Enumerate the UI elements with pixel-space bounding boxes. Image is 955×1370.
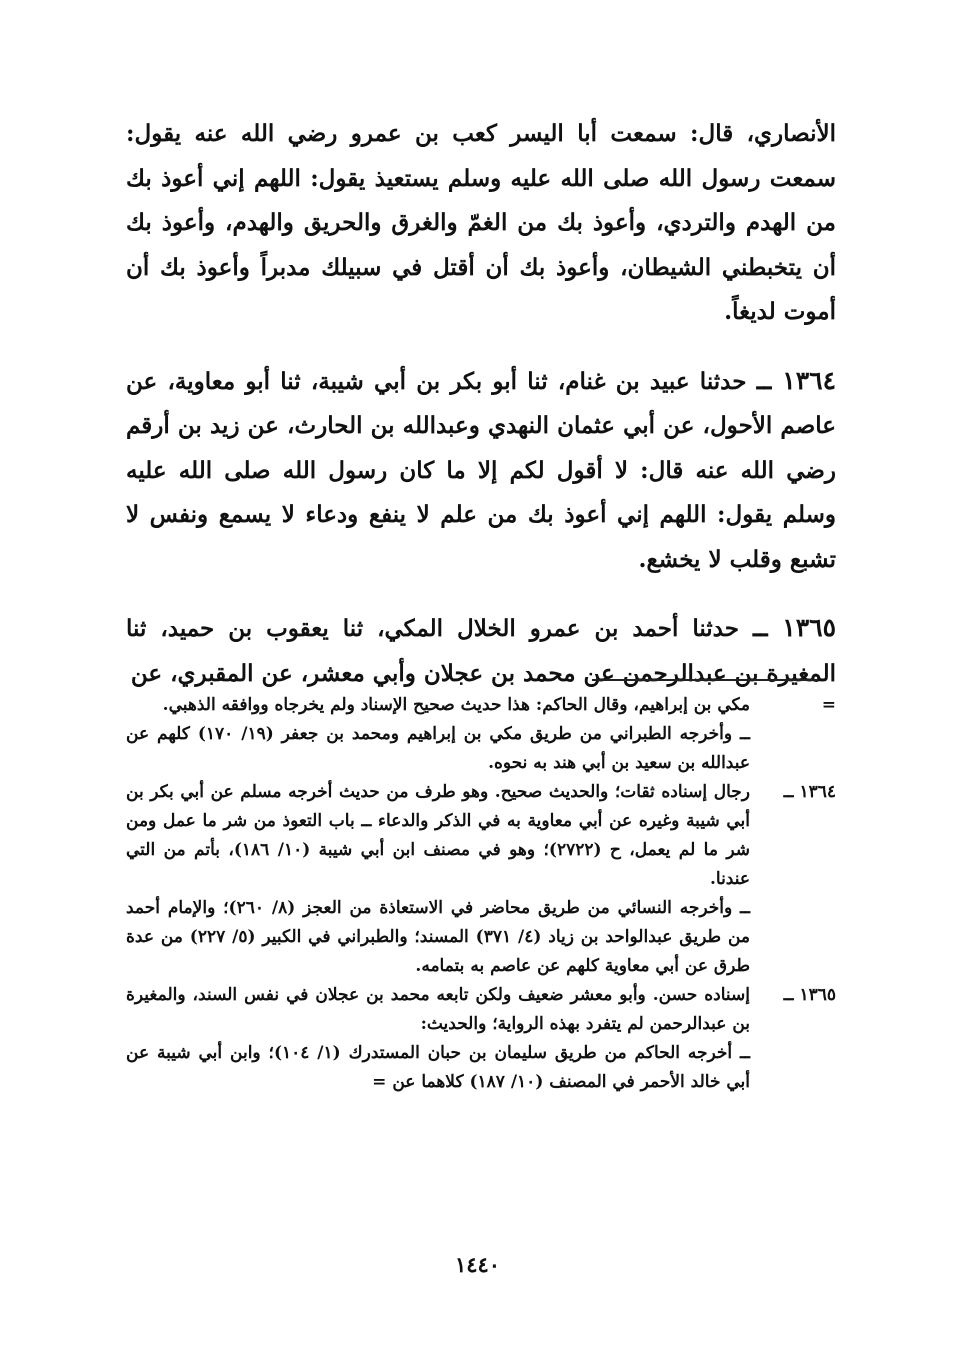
footnote-paragraph: إسناده حسن. وأبو معشر ضعيف ولكن تابعه محمد بن عجلان في نفس السند، والمغيرة بن عبدالرحمن لم يتفرد بهذه الرواية؛ والحديث:	[126, 985, 750, 1034]
hadith-text: حدثنا عبيد بن غنام، ثنا أبو بكر بن أبي شيبة، ثنا أبو معاوية، عن عاصم الأحول، عن أبي عثمان النهدي وعبدالله بن الحارث، عن زيد بن أرقم رضي الله عنه قال: لا أقول لكم إلا ما كان رسول الله صلى الله عليه وسلم يقول: اللهم إني أعوذ بك من علم لا ينفع ودعاء لا يسمع ونفس لا تشبع وقلب لا يخشع.	[126, 367, 836, 573]
footnote-body	[126, 778, 750, 981]
footnote-marker: ١٣٦٤ ــ	[783, 782, 836, 802]
footnote-body	[126, 981, 750, 1097]
hadith-text: حدثنا أحمد بن عمرو الخلال المكي، ثنا يعقوب بن حميد، ثنا المغيرة بن عبدالرحمن عن محمد بن عجلان وأبي معشر، عن المقبري، عن	[126, 615, 836, 687]
footnote-paragraph: رجال إسناده ثقات؛ والحديث صحيح. وهو طرف من حديث أخرجه مسلم عن أبي بكر بن أبي شيبة وغيره عن أبي معاوية به في الذكر والدعاء ــ باب التعوذ من شر ما عمل ومن شر ما لم يعمل، ح (٢٧٢٢)؛ وهو في مصنف ابن أبي شيبة (١٠/ ١٨٦)، بأتم من التي عندنا.	[126, 782, 750, 889]
footnote-continuation	[126, 691, 836, 778]
footnote-paragraph: ــ وأخرجه الطبراني من طريق مكي بن إبراهيم ومحمد بن جعفر (١٩/ ١٧٠) كلهم عن عبدالله بن سعيد بن أبي هند به نحوه.	[126, 724, 750, 773]
footnote-paragraph: مكي بن إبراهيم، وقال الحاكم: هذا حديث صحيح الإسناد ولم يخرجاه ووافقه الذهبي.	[162, 695, 750, 715]
page-number: ١٤٤٠	[454, 1252, 501, 1277]
footnote-marker: ١٣٦٥ ــ	[783, 985, 836, 1005]
footnote-marker: =	[821, 695, 836, 715]
footnotes	[126, 691, 836, 1097]
hadith-continuation: الأنصاري، قال: سمعت أبا اليسر كعب بن عمرو رضي الله عنه يقول: سمعت رسول الله صلى الله عليه وسلم يستعيذ يقول: اللهم إني أعوذ بك من الهدم والتردي، وأعوذ بك من الغمّ والغرق والحريق والهدم، وأعوذ بك أن يتخبطني الشيطان، وأعوذ بك أن أقتل في سبيلك مدبراً وأعوذ بك أن أموت لديغاً.	[126, 120, 836, 325]
hadith-1364	[126, 359, 836, 583]
footnote-separator	[592, 679, 818, 681]
hadith-1365	[126, 606, 836, 696]
footnote-1364	[126, 778, 836, 981]
footnote-paragraph: ــ أخرجه الحاكم من طريق سليمان بن حبان المستدرك (١/ ١٠٤)؛ وابن أبي شيبة عن أبي خالد الأحمر في المصنف (١٠/ ١٨٧) كلاهما عن =	[126, 1043, 750, 1092]
main-text	[126, 112, 836, 696]
hadith-number: ١٣٦٥ ــ	[752, 613, 836, 642]
footnote-1365	[126, 981, 836, 1097]
hadith-number: ١٣٦٤ ــ	[756, 365, 837, 395]
footnote-body	[126, 691, 750, 778]
footnote-paragraph: ــ وأخرجه النسائي من طريق محاضر في الاستعاذة من العجز (٨/ ٢٦٠)؛ والإمام أحمد من طريق عبدالواحد بن زياد (٤/ ٣٧١) المسند؛ والطبراني في الكبير (٥/ ٢٢٧) من عدة طرق عن أبي معاوية كلهم عن عاصم به بتمامه.	[126, 898, 751, 976]
